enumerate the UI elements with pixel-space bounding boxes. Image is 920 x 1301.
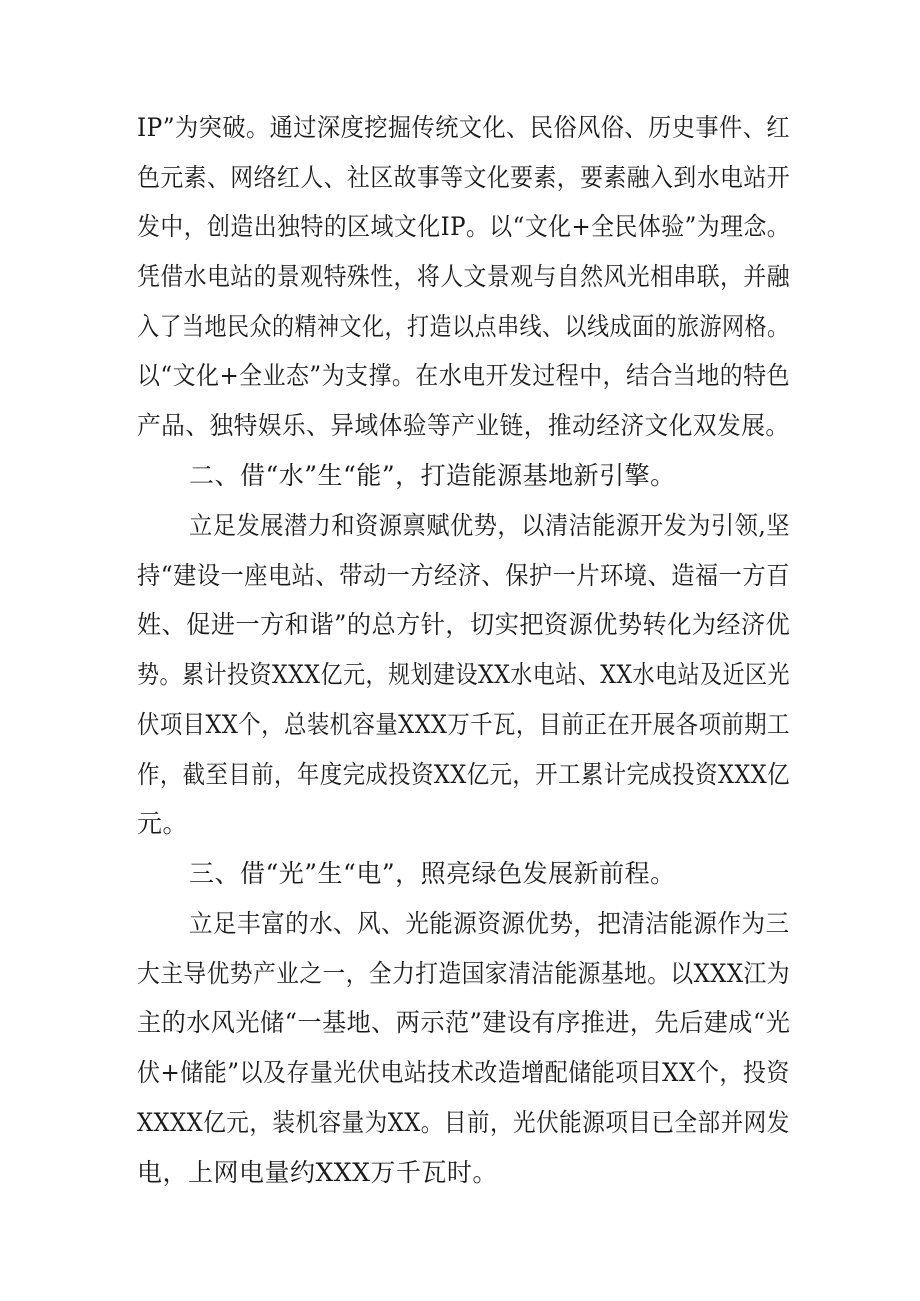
text-line-20: 伏+储能”以及存量光伏电站技术改造增配储能项目XX个，投资 xyxy=(137,1058,790,1087)
text-line-5: 入了当地民众的精神文化，打造以点串线、以线成面的旅游网格。 xyxy=(137,312,790,341)
text-line-11: 姓、促进一方和谐”的总方针，切实把资源优势转化为经济优 xyxy=(137,610,791,639)
text-line-2: 色元素、网络红人、社区故事等文化要素，要素融入到水电站开 xyxy=(137,163,791,192)
text-line-17: 立足丰富的水、风、光能源资源优势，把清洁能源作为三 xyxy=(189,909,790,938)
text-line-3: 发中，创造出独特的区域文化IP。以“文化+全民体验”为理念。 xyxy=(137,212,791,241)
text-line-4: 凭借水电站的景观特殊性，将人文景观与自然风光相串联，并融 xyxy=(137,262,791,291)
text-line-14: 作，截至目前，年度完成投资XX亿元，开工累计完成投资XXX亿 xyxy=(137,760,790,789)
section-heading-3: 三、借“光”生“电”，照亮绿色发展新前程。 xyxy=(189,859,676,888)
text-line-12: 势。累计投资XXX亿元，规划建设XX水电站、XX水电站及近区光 xyxy=(137,660,791,689)
text-line-15: 元。 xyxy=(137,809,189,838)
text-line-13: 伏项目XX个，总装机容量XXX万千瓦，目前正在开展各项前期工 xyxy=(137,710,790,739)
text-line-1: IP”为突破。通过深度挖掘传统文化、民俗风俗、历史事件、红 xyxy=(137,113,791,142)
section-heading-2: 二、借“水”生“能”，打造能源基地新引擎。 xyxy=(189,461,676,490)
text-line-6: 以“文化+全业态”为支撑。在水电开发过程中，结合当地的特色 xyxy=(137,361,790,390)
text-line-7: 产品、独特娱乐、异域体验等产业链，推动经济文化双发展。 xyxy=(137,411,790,440)
text-line-9: 立足发展潜力和资源禀赋优势，以清洁能源开发为引领,坚 xyxy=(189,511,790,540)
text-line-19: 主的水风光储“一基地、两示范”建设有序推进，先后建成“光 xyxy=(137,1008,791,1037)
text-line-18: 大主导优势产业之一，全力打造国家清洁能源基地。以XXX江为 xyxy=(137,959,790,988)
text-line-22: 电，上网电量约XXX万千瓦时。 xyxy=(137,1158,498,1187)
text-line-21: XXXX亿元，装机容量为XX。目前，光伏能源项目已全部并网发 xyxy=(137,1108,790,1137)
text-line-10: 持“建设一座电站、带动一方经济、保护一片环境、造福一方百 xyxy=(137,561,790,590)
